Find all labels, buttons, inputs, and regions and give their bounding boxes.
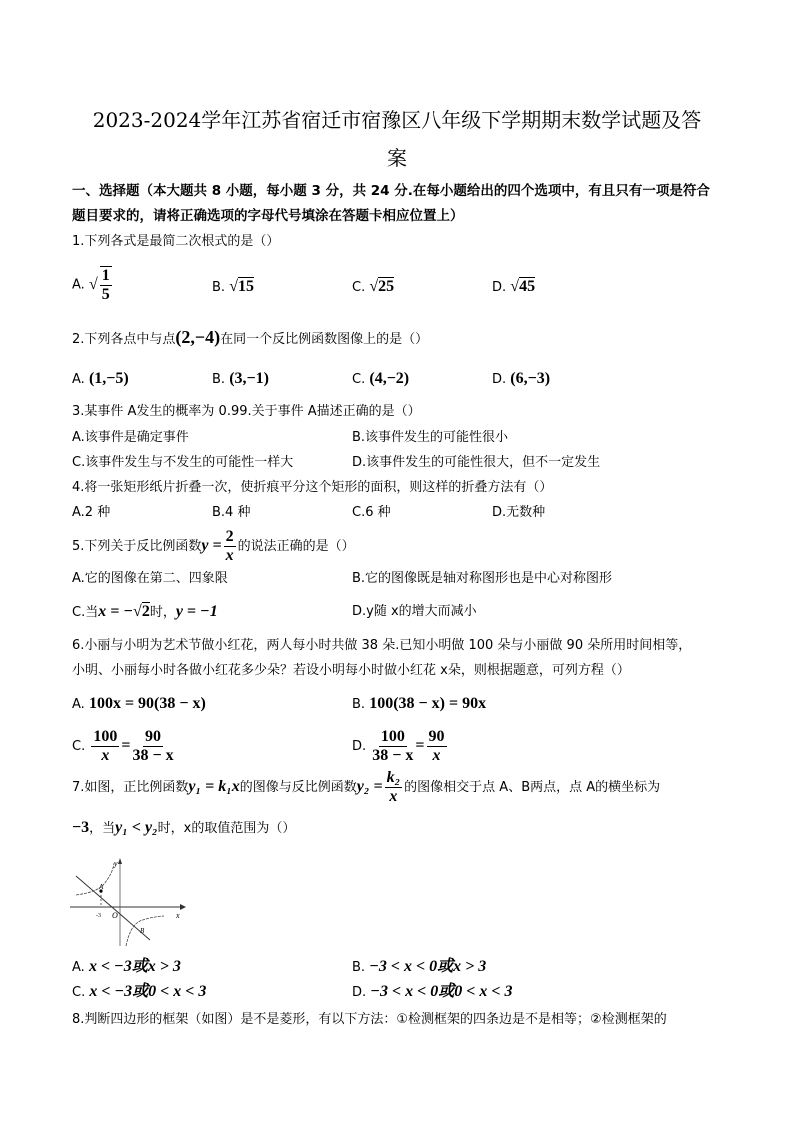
math: y = −1 [175, 603, 218, 620]
option-label: A. [72, 960, 85, 975]
denominator: 38 − x [372, 747, 414, 764]
q4-option-c: C.6 种 [352, 505, 391, 520]
equals: = [121, 737, 131, 754]
x-label: x [176, 911, 180, 920]
hyperbola-branch-right [126, 916, 164, 946]
section-heading-cont: 题目要求的，请将正确选项的字母代号填涂在答题卡相应位置上） [72, 208, 464, 224]
q3-option-b: B.该事件发生的可能性很小 [352, 430, 509, 445]
q2-option-b [212, 369, 269, 390]
denominator: 38 − x [132, 747, 174, 764]
q5-option-b: B.它的图像既是轴对称图形也是中心对称图形 [352, 571, 613, 586]
q7-option-b [352, 957, 486, 978]
text: 的图像与反比例函数 [239, 780, 357, 795]
y-label: y [114, 859, 118, 868]
text: 5.下列关于反比例函数 [72, 539, 202, 554]
sqrt-fraction: √ $\frac{1}{5}$ [88, 267, 110, 303]
math: (6,−3) [510, 370, 551, 387]
denominator: x [225, 547, 234, 564]
option-label: A. [72, 697, 85, 712]
math: x < −3或x > 3 [88, 958, 181, 975]
tick-label: -3 [96, 913, 101, 919]
text: 2.下列各点中与点 [72, 332, 176, 347]
math: −3 < x < 0或x > 3 [369, 958, 487, 975]
text: 在同一个反比例函数图像上的是（） [220, 332, 429, 347]
q3-stem: 3.某事件 A发生的概率为 0.99.关于事件 A描述正确的是（） [72, 404, 421, 419]
numerator: 90 [145, 728, 162, 745]
q7-stem-line1 [72, 768, 660, 807]
math: x = − [98, 603, 134, 620]
sqrt: √25 [369, 278, 395, 295]
q2-option-d [492, 369, 550, 390]
math: 100(38 − x) = 90x [369, 695, 487, 712]
q2-stem [72, 327, 428, 350]
q1-option-a [72, 266, 114, 304]
q7-option-d [352, 982, 512, 1003]
text: C.当 [72, 605, 99, 620]
q7-stem-line2 [72, 818, 295, 839]
radicand: 15 [237, 278, 254, 295]
numerator: 2 [225, 528, 234, 545]
fraction [91, 728, 119, 765]
point-b-label: B [140, 927, 145, 935]
q3-option-a: A.该事件是确定事件 [72, 430, 189, 445]
q1-option-c [352, 277, 394, 298]
q6-option-c [72, 727, 176, 766]
math: y₁ < y₂ [115, 819, 158, 836]
page-title: 2023-2024学年江苏省宿迁市宿豫区八年级下学期期末数学试题及答 [92, 108, 702, 132]
q6-option-d [352, 727, 449, 766]
q4-option-d: D.无数种 [492, 505, 546, 520]
numerator: 90 [428, 728, 445, 745]
math: 100x = 90(38 − x) [88, 695, 206, 712]
math: y₂ = [356, 778, 383, 795]
text: 的说法正确的是（） [237, 539, 355, 554]
option-label: B. [352, 960, 366, 975]
option-label: D. [352, 985, 367, 1000]
option-label: D. [492, 280, 507, 295]
q6-option-b [352, 694, 486, 715]
q2-option-c [352, 369, 409, 390]
q6-stem-line1: 6.小丽与小明为艺术节做小红花，两人每小时共做 38 朵.已知小明做 100 朵与小丽做 90 朵所用时间相等， [72, 638, 692, 653]
q1-option-b [212, 277, 254, 298]
q7-option-a [72, 957, 181, 978]
math: (3,−1) [229, 370, 269, 387]
q1-option-d [492, 277, 535, 298]
radicand: 45 [519, 278, 536, 295]
text: 时， [149, 605, 176, 620]
numerator: 100 [380, 728, 405, 745]
option-label: D. [492, 372, 507, 387]
text: 时，x的取值范围为（） [157, 821, 296, 836]
math: (2,−4) [175, 327, 221, 347]
math: y₁ = k₁x [188, 778, 240, 795]
point-a-label: A [99, 883, 104, 891]
q4-option-b: B.4 种 [212, 505, 251, 520]
q3-option-d: D.该事件发生的可能性很大，但不一定发生 [352, 455, 601, 470]
math: −3 < x < 0或0 < x < 3 [370, 983, 513, 1000]
q5-option-d: D.y随 x的增大而减小 [352, 604, 477, 619]
option-label: C. [72, 985, 86, 1000]
text: 的图像相交于点 A、B两点，点 A的横坐标为 [404, 780, 661, 795]
q7-graph-figure [68, 858, 188, 948]
numerator: 1 [101, 267, 110, 284]
option-label: D. [352, 739, 367, 754]
q2-option-a [72, 369, 129, 390]
sqrt: √15 [229, 278, 254, 295]
q5-option-c [72, 602, 218, 623]
q6-stem-line2: 小明、小丽每小时各做小红花多少朵？若设小明每小时做小红花 x朵，则根据题意，可列方程（） [72, 663, 630, 678]
q3-option-c: C.该事件发生与不发生的可能性一样大 [72, 455, 294, 470]
math: y = [201, 537, 222, 554]
q5-stem [72, 528, 355, 565]
q4-stem: 4.将一张矩形纸片折叠一次，使折痕平分这个矩形的面积，则这样的折叠方法有（） [72, 480, 553, 495]
fraction [427, 728, 447, 765]
text: ，当 [89, 821, 116, 836]
option-label: B. [352, 697, 366, 712]
sqrt: √45 [510, 278, 536, 295]
q8-stem-line1: 8.判断四边形的框架（如图）是不是菱形，有以下方法：①检测框架的四条边是不是相等；②检测框架的 [72, 1012, 667, 1027]
sqrt: √2 [133, 603, 150, 620]
text: 7.如图，正比例函数 [72, 780, 189, 795]
option-label: C. [72, 739, 86, 754]
option-label: B. [212, 280, 226, 295]
y-axis-arrow-icon [118, 858, 122, 864]
numerator: 100 [93, 728, 118, 745]
q1-stem: 1.下列各式是最简二次根式的是（） [72, 234, 280, 249]
origin-label: O [112, 911, 118, 920]
radicand: 25 [378, 278, 395, 295]
option-label: A. [72, 372, 85, 387]
equals: = [415, 737, 425, 754]
fraction [385, 769, 403, 806]
q5-option-a: A.它的图像在第二、四象限 [72, 571, 228, 586]
page-title-cont: 案 [387, 146, 407, 170]
fraction [224, 528, 236, 565]
option-label: B. [212, 372, 226, 387]
denominator: 5 [101, 286, 110, 303]
math: −3 [72, 819, 90, 836]
math: (1,−5) [88, 370, 129, 387]
line-y1 [76, 876, 150, 940]
radicand: 2 [141, 603, 150, 620]
denominator: x [101, 747, 110, 764]
denominator: x [432, 747, 441, 764]
math: (4,−2) [369, 370, 410, 387]
section-heading: 一、选择题（本大题共 8 小题，每小题 3 分，共 24 分.在每小题给出的四个选项中，有且只有一项是符合 [72, 183, 710, 199]
math: x < −3或0 < x < 3 [89, 983, 207, 1000]
q7-option-c [72, 982, 206, 1003]
q6-option-a [72, 694, 206, 715]
option-label: A. [72, 277, 85, 293]
q4-option-a: A.2 种 [72, 505, 111, 520]
numerator: k₂ [386, 769, 401, 786]
x-axis-arrow-icon [180, 904, 186, 910]
fraction [372, 728, 413, 765]
denominator: x [389, 788, 398, 805]
hyperbola-branch-left [76, 863, 114, 895]
option-label: C. [352, 280, 366, 295]
fraction [132, 728, 173, 765]
option-label: C. [352, 372, 366, 387]
